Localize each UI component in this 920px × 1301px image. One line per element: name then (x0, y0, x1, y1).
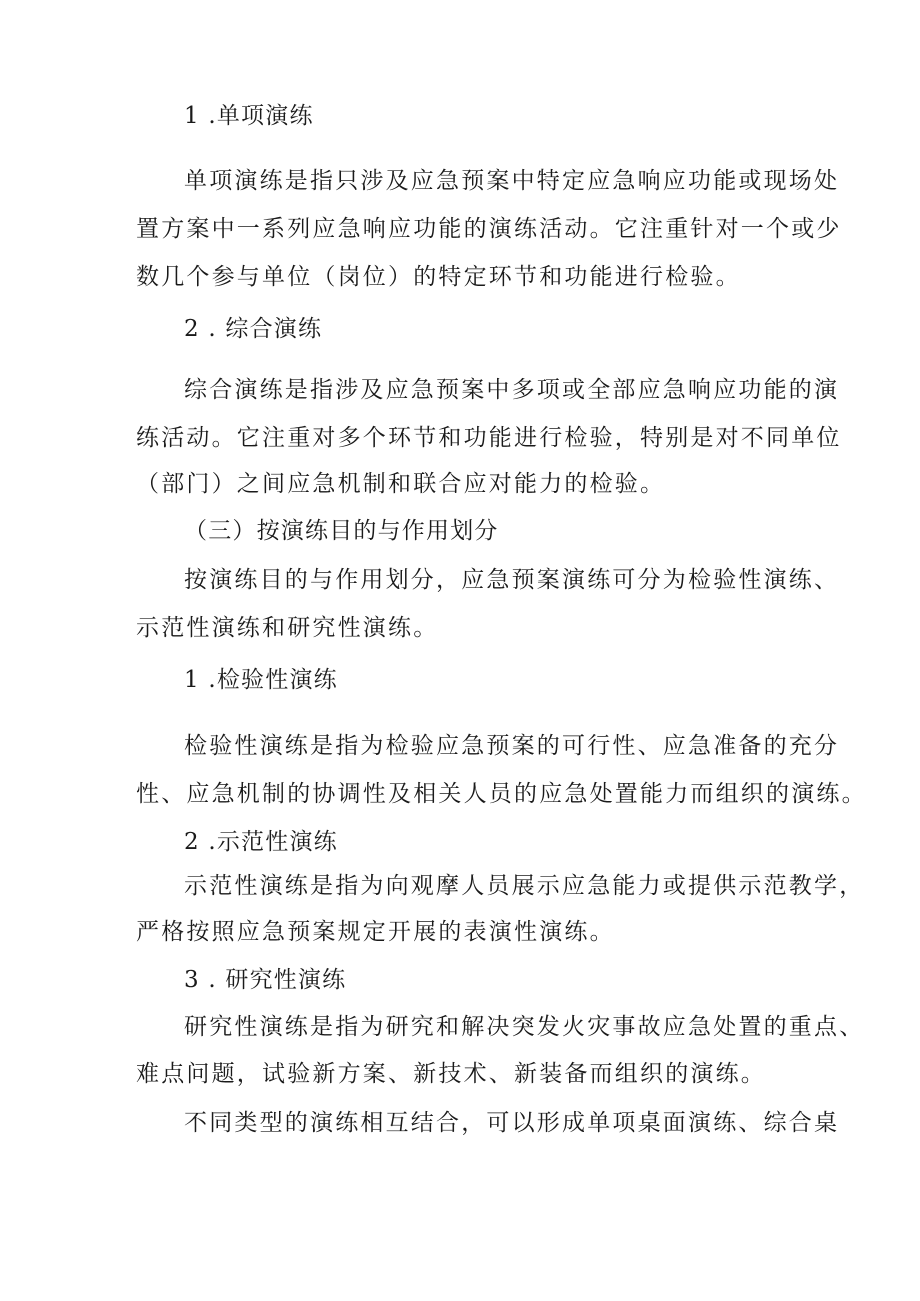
paragraph-line: 研究性演练是指为研究和解决突发火灾事故应急处置的重点、 (184, 1014, 865, 1040)
paragraph-line: 置方案中一系列应急响应功能的演练活动。它注重针对一个或少 (136, 216, 842, 242)
heading-verification-drill: 1 .检验性演练 (184, 667, 338, 693)
paragraph-line: 数几个参与单位（岗位）的特定环节和功能进行检验。 (136, 264, 741, 290)
paragraph-line: 性、应急机制的协调性及相关人员的应急处置能力而组织的演练。 (136, 781, 867, 807)
heading-demonstration-drill: 2 .示范性演练 (184, 829, 338, 855)
paragraph-line: 不同类型的演练相互结合，可以形成单项桌面演练、综合桌 (184, 1110, 840, 1136)
paragraph-line: 单项演练是指只涉及应急预案中特定应急响应功能或现场处 (184, 168, 840, 194)
paragraph-line: 难点问题，试验新方案、新技术、新装备而组织的演练。 (136, 1061, 766, 1087)
paragraph-line: 检验性演练是指为检验应急预案的可行性、应急准备的充分 (184, 733, 840, 759)
paragraph-line: 严格按照应急预案规定开展的表演性演练。 (136, 919, 615, 945)
paragraph-line: 按演练目的与作用划分，应急预案演练可分为检验性演练、 (184, 567, 840, 593)
heading-research-drill: 3 . 研究性演练 (184, 967, 347, 993)
heading-single-drill: 1 .单项演练 (184, 103, 314, 129)
paragraph-line: 练活动。它注重对多个环节和功能进行检验，特别是对不同单位 (136, 425, 842, 451)
heading-comprehensive-drill: 2 . 综合演练 (184, 316, 323, 342)
paragraph-line: （部门）之间应急机制和联合应对能力的检验。 (136, 471, 666, 497)
paragraph-line: 综合演练是指涉及应急预案中多项或全部应急响应功能的演 (184, 377, 840, 403)
paragraph-line: 示范性演练和研究性演练。 (136, 615, 439, 641)
heading-by-purpose: （三）按演练目的与作用划分 (184, 518, 499, 544)
paragraph-line: 示范性演练是指为向观摩人员展示应急能力或提供示范教学， (184, 873, 865, 899)
